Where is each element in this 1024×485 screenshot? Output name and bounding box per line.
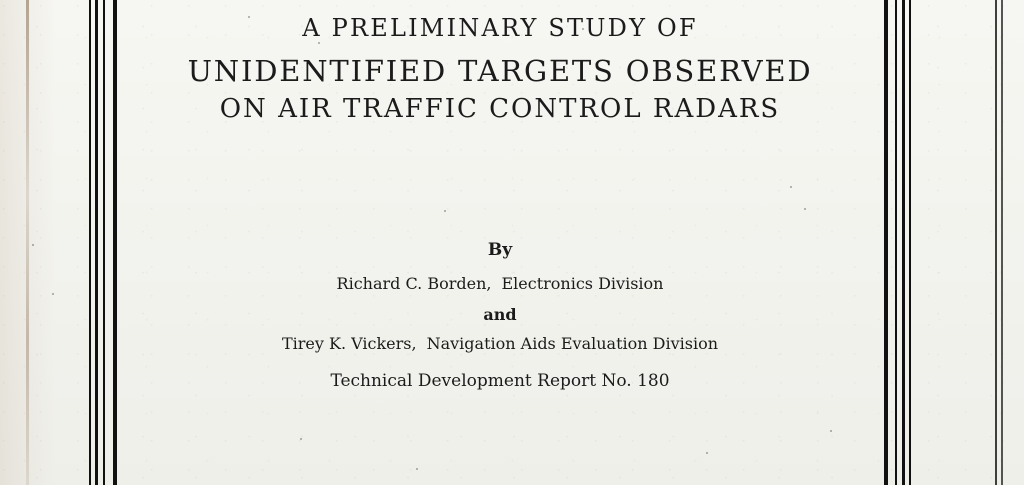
by-label: By [487, 240, 513, 260]
paper-speck [416, 468, 418, 470]
paper-speck [790, 186, 792, 188]
far-right-edge-line-2 [1001, 0, 1003, 485]
author-1-name: Richard C. Borden, [336, 274, 492, 293]
title-line-1: A PRELIMINARY STUDY OF [302, 14, 698, 42]
paper-speck [830, 430, 832, 432]
author-2-name: Tirey K. Vickers, [281, 334, 417, 353]
right-border-line-1 [884, 0, 888, 485]
right-border-line-3 [902, 0, 905, 485]
paper-speck [52, 293, 54, 295]
right-border-line-4 [909, 0, 911, 485]
paper-speck [804, 208, 806, 210]
title-line-3: ON AIR TRAFFIC CONTROL RADARS [219, 94, 781, 124]
left-border-line-3 [103, 0, 105, 485]
paper-speck [706, 452, 708, 454]
report-number: Technical Development Report No. 180 [330, 371, 670, 391]
title-line-2: UNIDENTIFIED TARGETS OBSERVED [187, 54, 813, 88]
left-border-line-4 [113, 0, 117, 485]
left-border-line-1 [89, 0, 91, 485]
paper-speck [300, 438, 302, 440]
paper-speck [32, 244, 34, 246]
author-line-2 [130, 334, 870, 353]
and-label: and [483, 305, 517, 324]
paper-crease [26, 0, 29, 485]
far-right-edge-line-1 [995, 0, 997, 485]
author-1-affiliation: Electronics Division [501, 274, 664, 293]
paper-speck [444, 210, 446, 212]
left-border-line-2 [95, 0, 98, 485]
right-border-line-2 [895, 0, 897, 485]
author-2-affiliation: Navigation Aids Evaluation Division [426, 334, 719, 353]
author-line-1 [130, 274, 870, 293]
paper-speck [318, 42, 320, 44]
